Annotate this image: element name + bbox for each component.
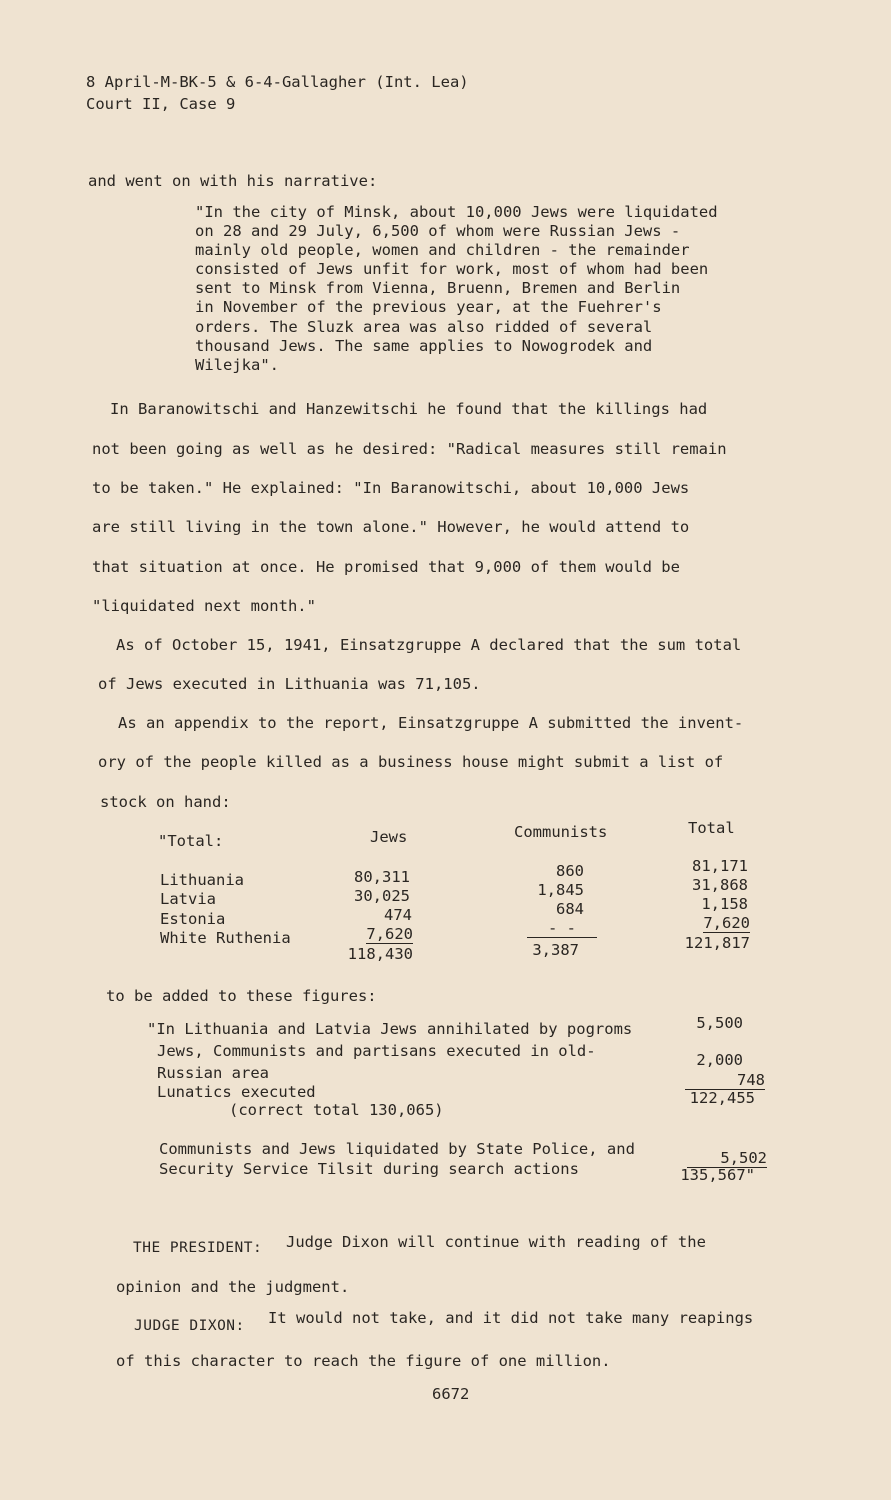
jews-value: 7,620 [366, 925, 413, 943]
paragraph-line: "liquidated next month." [92, 597, 316, 615]
column-header-communists: Communists [514, 823, 608, 841]
quote-line: "In the city of Minsk, about 10,000 Jews were liquidated [195, 203, 718, 221]
paragraph-line: As an appendix to the report, Einsatzgruppe A submitted the invent- [118, 714, 744, 732]
intro-text: and went on with his narrative: [88, 172, 378, 190]
paragraph-line: that situation at once. He promised that 9,000 of them would be [92, 558, 680, 576]
addition-item: Lunatics executed [157, 1083, 316, 1101]
communists-value: 684 [556, 900, 584, 918]
addition-item: Russian area [157, 1064, 269, 1082]
document-header-line-2: Court II, Case 9 [86, 95, 236, 113]
addition-item: "In Lithuania and Latvia Jews annihilated by pogroms [147, 1020, 633, 1038]
communists-value: 1,845 [537, 881, 584, 899]
addition-item: Security Service Tilsit during search actions [159, 1160, 579, 1178]
jews-sum: 118,430 [347, 945, 413, 963]
paragraph-line: ory of the people killed as a business house might submit a list of [98, 753, 724, 771]
addition-subtotal: 122,455 [689, 1089, 755, 1107]
speaker-label: JUDGE DIXON: [134, 1318, 245, 1334]
region-label: Estonia [160, 910, 226, 928]
statement-text: opinion and the judgment. [116, 1278, 350, 1296]
addition-value: 5,500 [696, 1014, 743, 1032]
column-header-total: Total [688, 819, 735, 837]
total-value: 81,171 [692, 857, 748, 875]
addition-item: Jews, Communists and partisans executed in old- [157, 1042, 596, 1060]
paragraph-line: not been going as well as he desired: "Radical measures still remain [92, 440, 727, 458]
addition-item: Communists and Jews liquidated by State Police, and [159, 1140, 635, 1158]
communists-value: 860 [556, 862, 584, 880]
addition-value: 2,000 [696, 1051, 743, 1069]
statement-text: It would not take, and it did not take many reapings [268, 1309, 754, 1327]
total-value: 7,620 [703, 914, 750, 932]
quote-line: mainly old people, women and children - the remainder [195, 241, 690, 259]
total-value: 1,158 [701, 895, 748, 913]
total-value: 31,868 [692, 876, 748, 894]
statement-text: of this character to reach the figure of one million. [116, 1352, 611, 1370]
jews-value: 80,311 [354, 868, 410, 886]
addition-value: 748 [685, 1071, 765, 1090]
correct-total-note: (correct total 130,065) [229, 1101, 444, 1119]
communists-sum: 3,387 [532, 941, 579, 959]
page-number: 6672 [432, 1385, 470, 1403]
quote-line: orders. The Sluzk area was also ridded of several [195, 318, 653, 336]
document-header-line-1: 8 April-M-BK-5 & 6-4-Gallagher (Int. Lea) [86, 73, 469, 91]
paragraph-line: of Jews executed in Lithuania was 71,105. [98, 675, 481, 693]
jews-value: 474 [384, 906, 412, 924]
region-label: Latvia [160, 890, 216, 908]
paragraph-line: stock on hand: [100, 793, 231, 811]
paragraph-line: In Baranowitschi and Hanzewitschi he found that the killings had [110, 400, 708, 418]
region-label: White Ruthenia [160, 929, 291, 947]
speaker-label: THE PRESIDENT: [133, 1240, 263, 1256]
jews-value: 30,025 [354, 887, 410, 905]
total-sum: 121,817 [684, 934, 750, 952]
statement-text: Judge Dixon will continue with reading of the [286, 1233, 706, 1251]
quote-line: Wilejka". [195, 356, 279, 374]
paragraph-line: are still living in the town alone." However, he would attend to [92, 518, 690, 536]
communists-value: - - [527, 919, 597, 938]
paragraph-line: to be taken." He explained: "In Baranowitschi, about 10,000 Jews [92, 479, 690, 497]
column-header-jews: Jews [370, 828, 408, 846]
quote-line: on 28 and 29 July, 6,500 of whom were Russian Jews - [195, 222, 681, 240]
quote-line: sent to Minsk from Vienna, Bruenn, Bremen and Berlin [195, 279, 681, 297]
table-label-header: "Total: [158, 832, 224, 850]
grand-total: 135,567" [680, 1166, 755, 1184]
paragraph-line: As of October 15, 1941, Einsatzgruppe A declared that the sum total [116, 636, 742, 654]
added-intro: to be added to these figures: [106, 987, 377, 1005]
quote-line: in November of the previous year, at the Fuehrer's [195, 298, 662, 316]
region-label: Lithuania [160, 871, 244, 889]
addition-value: 5,502 [687, 1149, 767, 1168]
quote-line: thousand Jews. The same applies to Nowogrodek and [195, 337, 653, 355]
quote-line: consisted of Jews unfit for work, most of whom had been [195, 260, 709, 278]
